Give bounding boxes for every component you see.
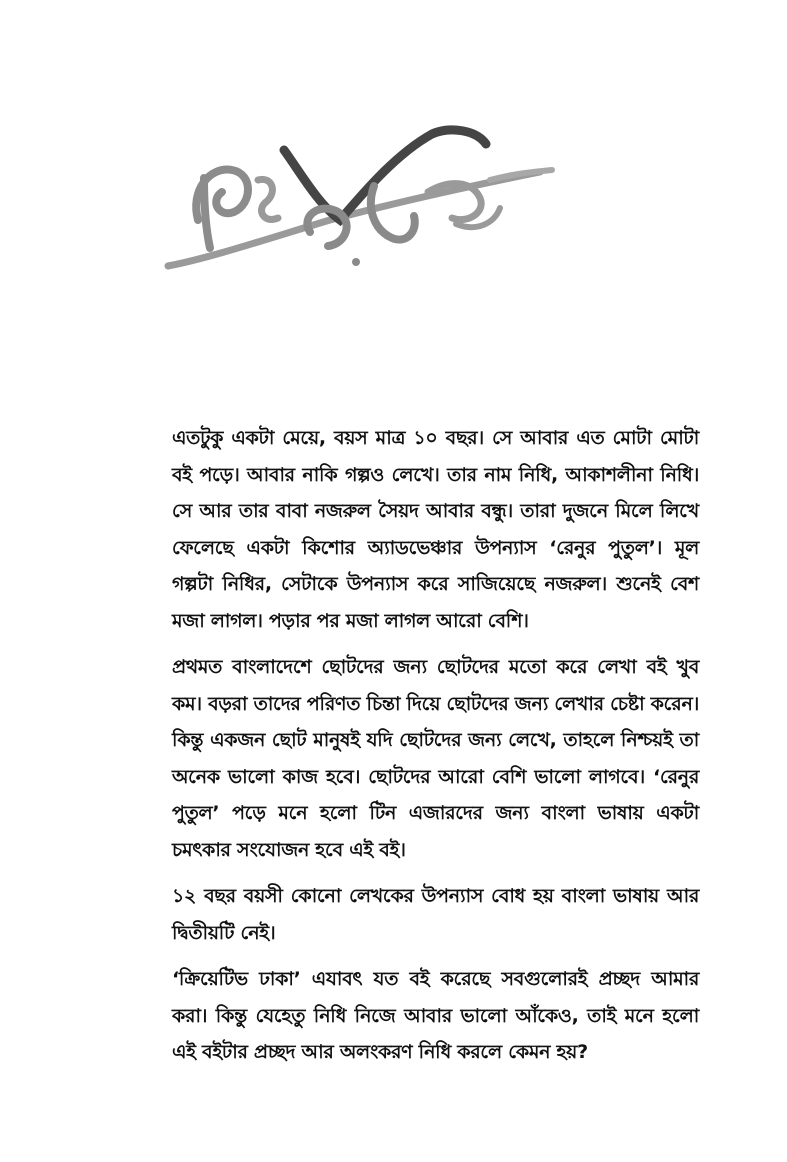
paragraph-4: ‘ক্রিয়েটিভ ঢাকা’ এযাবৎ যত বই করেছে সবগুলোরই প্রচ্ছদ আমার করা। কিন্তু যেহেতু নিধি নিজে আবার ভালো আঁকেও, তাই মনে হলো এই বইটার প্রচ্ছদ আর অলংকরণ নিধি করলে কেমন হয়?: [172, 968, 699, 1063]
body-text: [172, 420, 699, 1081]
paragraph-2: প্রথমত বাংলাদেশে ছোটদের জন্য ছোটদের মতো করে লেখা বই খুব কম। বড়রা তাদের পরিণত চিন্তা দিয়ে ছোটদের জন্য লেখার চেষ্টা করেন। কিন্তু একজন ছোট মানুষই যদি ছোটদের জন্য লেখে, তাহলে নিশ্চয়ই তা অনেক ভালো কাজ হবে। ছোটদের আরো বেশি ভালো লাগবে। ‘রেনুর পুতুল’ পড়ে মনে হলো টিন এজারদের জন্য বাংলা ভাষায় একটা চমৎকার সংযোজন হবে এই বই।: [172, 656, 699, 861]
paragraph-3: ১২ বছর বয়সী কোনো লেখকের উপন্যাস বোধ হয় বাংলা ভাষায় আর দ্বিতীয়টি নেই।: [172, 885, 699, 944]
paragraph-1: এতটুকু একটা মেয়ে, বয়স মাত্র ১০ বছর। সে আবার এত মোটা মোটা বই পড়ে। আবার নাকি গল্পও লেখে। তার নাম নিধি, আকাশলীনা নিধি। সে আর তার বাবা নজরুল সৈয়দ আবার বন্ধু। তারা দুজনে মিলে লিখে ফেলেছে একটা কিশোর অ্যাডভেঞ্চার উপন্যাস ‘রেনুর পুতুল’। মূল গল্পটা নিধির, সেটাকে উপন্যাস করে সাজিয়েছে নজরুল। শুনেই বেশ মজা লাগল। পড়ার পর মজা লাগল আরো বেশি।: [172, 427, 699, 632]
calligraphic-heading-logo: [160, 120, 560, 290]
